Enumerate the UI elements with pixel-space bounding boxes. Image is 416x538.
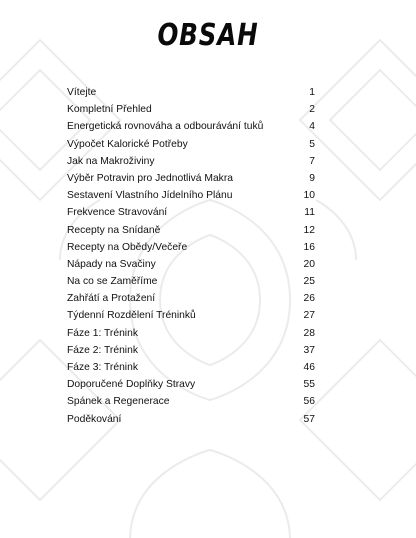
toc-entry-page-number: 11 bbox=[304, 207, 315, 219]
toc-entry-title: Sestavení Vlastního Jídelního Plánu bbox=[67, 190, 233, 202]
toc-entry-title: Recepty na Snídaně bbox=[67, 224, 161, 236]
toc-entry[interactable] bbox=[67, 170, 315, 187]
toc-entry[interactable] bbox=[67, 273, 315, 290]
toc-entry-page-number: 16 bbox=[303, 241, 315, 253]
toc-entry[interactable] bbox=[67, 239, 315, 256]
page-title: OBSAH bbox=[157, 18, 259, 53]
toc-entry-page-number: 28 bbox=[303, 327, 315, 339]
toc-entry[interactable] bbox=[67, 118, 315, 135]
toc-entry-page-number: 5 bbox=[309, 138, 315, 150]
toc-entry-page-number: 9 bbox=[309, 172, 315, 184]
toc-entry-page-number: 56 bbox=[303, 396, 315, 408]
toc-entry-title: Vítejte bbox=[67, 87, 97, 98]
toc-entry-page-number: 25 bbox=[303, 276, 315, 288]
toc-entry-title: Jak na Makroživiny bbox=[67, 155, 155, 167]
toc-entry-title: Energetická rovnováha a odbourávání tuků bbox=[67, 121, 264, 133]
toc-entry-page-number: 2 bbox=[309, 104, 315, 116]
toc-entry-title: Nápady na Svačiny bbox=[67, 258, 156, 270]
toc-entry[interactable] bbox=[67, 222, 315, 239]
toc-entry[interactable] bbox=[67, 136, 315, 153]
toc-entry-page-number: 27 bbox=[303, 310, 315, 322]
toc-entry-page-number: 26 bbox=[303, 293, 315, 305]
toc-entry-title: Na co se Zaměříme bbox=[67, 276, 158, 288]
toc-entry-title: Recepty na Obědy/Večeře bbox=[67, 241, 188, 253]
toc-entry[interactable] bbox=[67, 342, 315, 359]
toc-entry-title: Spánek a Regenerace bbox=[67, 396, 170, 408]
toc-entry[interactable] bbox=[67, 187, 315, 204]
toc-entry[interactable] bbox=[67, 84, 315, 101]
toc-entry-page-number: 46 bbox=[303, 362, 315, 373]
toc-entry-title: Fáze 2: Trénink bbox=[67, 344, 138, 356]
toc-entry-page-number: 57 bbox=[303, 413, 315, 425]
toc-entry-title: Fáze 3: Trénink bbox=[67, 362, 138, 373]
toc-entry-page-number: 37 bbox=[303, 344, 315, 356]
toc-entry-title: Frekvence Stravování bbox=[67, 207, 168, 219]
toc-entry[interactable] bbox=[67, 393, 315, 410]
toc-entry-page-number: 4 bbox=[309, 121, 315, 133]
toc-entry-page-number: 7 bbox=[309, 155, 315, 167]
toc-entry[interactable] bbox=[67, 256, 315, 273]
toc-entry-title: Fáze 1: Trénink bbox=[67, 327, 138, 339]
table-of-contents bbox=[67, 84, 315, 428]
toc-entry-title: Výběr Potravin pro Jednotlivá Makra bbox=[67, 172, 233, 184]
toc-entry-page-number: 12 bbox=[303, 224, 315, 236]
toc-entry-title: Týdenní Rozdělení Tréninků bbox=[67, 310, 196, 322]
toc-entry[interactable] bbox=[67, 290, 315, 307]
toc-entry[interactable] bbox=[67, 376, 315, 393]
toc-entry-page-number: 20 bbox=[303, 258, 315, 270]
toc-entry[interactable] bbox=[67, 359, 315, 376]
toc-entry-title: Výpočet Kalorické Potřeby bbox=[67, 138, 188, 150]
toc-entry-title: Doporučené Doplňky Stravy bbox=[67, 379, 196, 391]
toc-entry[interactable] bbox=[67, 101, 315, 118]
toc-entry-title: Kompletní Přehled bbox=[67, 104, 152, 116]
toc-entry-title: Zahřátí a Protažení bbox=[67, 293, 156, 305]
toc-entry-title: Poděkování bbox=[67, 413, 122, 425]
toc-entry[interactable] bbox=[67, 307, 315, 324]
toc-entry[interactable] bbox=[67, 153, 315, 170]
toc-entry-page-number: 55 bbox=[303, 379, 315, 391]
toc-entry-page-number: 10 bbox=[303, 190, 315, 202]
toc-entry[interactable] bbox=[67, 411, 315, 428]
toc-entry[interactable] bbox=[67, 204, 315, 221]
toc-entry[interactable] bbox=[67, 325, 315, 342]
toc-entry-page-number: 1 bbox=[309, 87, 315, 98]
